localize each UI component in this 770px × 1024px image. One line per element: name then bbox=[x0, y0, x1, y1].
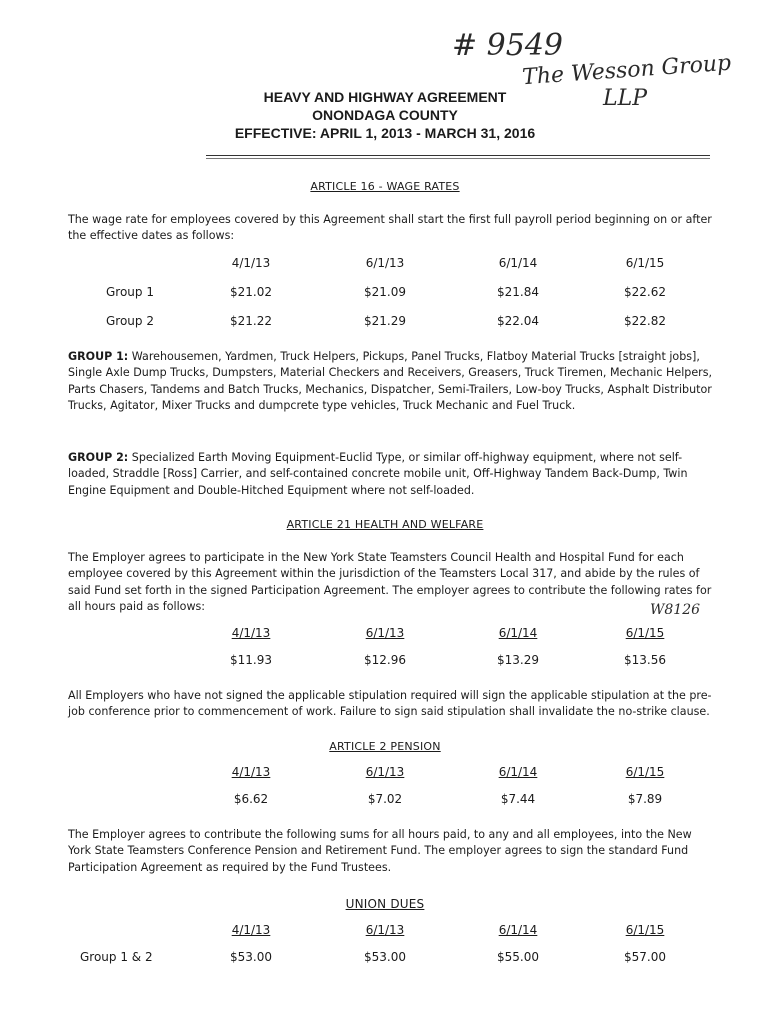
pension-date-4: 6/1/15 bbox=[625, 765, 665, 779]
handwritten-firm-suffix: LLP bbox=[603, 86, 648, 111]
group1-lead: GROUP 1: bbox=[68, 350, 129, 363]
dues-date-4: 6/1/15 bbox=[625, 923, 665, 937]
agreement-title: HEAVY AND HIGHWAY AGREEMENT bbox=[263, 89, 507, 105]
pension-rate-4: $7.89 bbox=[627, 792, 663, 806]
handwritten-firm-name: The Wesson Group bbox=[521, 50, 732, 91]
wage-row-label: Group 1 bbox=[106, 285, 154, 299]
wage-g2-v4: $22.82 bbox=[624, 314, 666, 328]
wage-date-2: 6/1/13 bbox=[365, 256, 405, 270]
dues-date-3: 6/1/14 bbox=[498, 923, 538, 937]
header-divider bbox=[206, 155, 710, 156]
article21-text: The Employer agrees to participate in the New York State Teamsters Council Health and Hospital Fund for each employee covered by this Agreement within the jurisdiction of the Teamsters Local 317, and abide by the rules of said Fund set forth in the signed Participation Agreement. The employer agrees to contribute the following rates for all hours paid as follows: bbox=[68, 551, 712, 613]
wage-date-1: 4/1/13 bbox=[231, 256, 271, 270]
handwritten-file-number: # 9549 bbox=[452, 28, 564, 63]
wage-g1-v4: $22.62 bbox=[624, 285, 666, 299]
hw-rate-3: $13.29 bbox=[497, 653, 539, 667]
hw-rate-2: $12.96 bbox=[364, 653, 406, 667]
wage-row-label: Group 2 bbox=[106, 314, 154, 328]
dues-date-2: 6/1/13 bbox=[365, 923, 405, 937]
header-divider-secondary bbox=[206, 158, 710, 159]
wage-g2-v2: $21.29 bbox=[364, 314, 406, 328]
pension-text: The Employer agrees to contribute the following sums for all hours paid, to any and all employees, into the New York State Teamsters Conference Pension and Retirement Fund. The employer agrees to sign the standard Fund Participation Agreement as required by the Fund Trustees. bbox=[68, 828, 692, 874]
pension-date-2: 6/1/13 bbox=[365, 765, 405, 779]
dues-row-label: Group 1 & 2 bbox=[80, 950, 153, 964]
hw-rate-1: $11.93 bbox=[230, 653, 272, 667]
wage-date-4: 6/1/15 bbox=[625, 256, 665, 270]
hw-date-4: 6/1/15 bbox=[625, 626, 665, 640]
hw-date-2: 6/1/13 bbox=[365, 626, 405, 640]
article16-title: ARTICLE 16 - WAGE RATES bbox=[310, 180, 460, 193]
group1-description bbox=[68, 349, 714, 414]
hw-date-3: 6/1/14 bbox=[498, 626, 538, 640]
stipulation-text: All Employers who have not signed the applicable stipulation required will sign the applicable stipulation at the pre-job conference prior to commencement of work. Failure to sign said stipulation shall invalidate the no-strike clause. bbox=[68, 689, 712, 719]
pension-rate-2: $7.02 bbox=[367, 792, 403, 806]
wage-g2-v1: $21.22 bbox=[230, 314, 272, 328]
handwritten-margin-note: W8126 bbox=[650, 602, 701, 618]
pension-date-3: 6/1/14 bbox=[498, 765, 538, 779]
dues-amount-3: $55.00 bbox=[497, 950, 539, 964]
dues-date-1: 4/1/13 bbox=[231, 923, 271, 937]
wage-g1-v1: $21.02 bbox=[230, 285, 272, 299]
wage-g1-v3: $21.84 bbox=[497, 285, 539, 299]
pension-rate-1: $6.62 bbox=[233, 792, 269, 806]
union-dues-title: UNION DUES bbox=[345, 897, 425, 911]
pension-date-1: 4/1/13 bbox=[231, 765, 271, 779]
wage-g2-v3: $22.04 bbox=[497, 314, 539, 328]
article2-title: ARTICLE 2 PENSION bbox=[329, 740, 441, 753]
wage-date-3: 6/1/14 bbox=[498, 256, 538, 270]
article16-intro: The wage rate for employees covered by this Agreement shall start the first full payroll period beginning on or after the effective dates as follows: bbox=[68, 213, 712, 243]
dues-amount-2: $53.00 bbox=[364, 950, 406, 964]
county-title: ONONDAGA COUNTY bbox=[312, 107, 458, 123]
group2-text: Specialized Earth Moving Equipment-Euclid Type, or similar off-highway equipment, where not self-loaded, Straddle [Ross] Carrier, and self-contained concrete mobile unit, Off-Highway Tandem Back-Dump, Twin Engine Equipment and Double-Hitched Equipment where not self-loaded. bbox=[68, 451, 688, 497]
article21-title: ARTICLE 21 HEALTH AND WELFARE bbox=[286, 518, 484, 531]
wage-g1-v2: $21.09 bbox=[364, 285, 406, 299]
group2-lead: GROUP 2: bbox=[68, 451, 129, 464]
group1-text: Warehousemen, Yardmen, Truck Helpers, Pickups, Panel Trucks, Flatboy Material Trucks [straight jobs], Single Axle Dump Trucks, Dumpsters, Material Checkers and Receivers, Greasers, Truck Tiremen, Mechanic Helpers, Parts Chasers, Tandems and Batch Trucks, Mechanics, Dispatcher, Semi-Trailers, Low-boy Trucks, Asphalt Distributor Trucks, Agitator, Mixer Trucks and dumpcrete type vehicles, Truck Mechanic and Fuel Truck. bbox=[68, 350, 713, 412]
hw-date-1: 4/1/13 bbox=[231, 626, 271, 640]
effective-dates: EFFECTIVE: APRIL 1, 2013 - MARCH 31, 2016 bbox=[234, 125, 536, 141]
dues-amount-1: $53.00 bbox=[230, 950, 272, 964]
group2-description bbox=[68, 450, 714, 499]
dues-amount-4: $57.00 bbox=[624, 950, 666, 964]
pension-rate-3: $7.44 bbox=[500, 792, 536, 806]
hw-rate-4: $13.56 bbox=[624, 653, 666, 667]
